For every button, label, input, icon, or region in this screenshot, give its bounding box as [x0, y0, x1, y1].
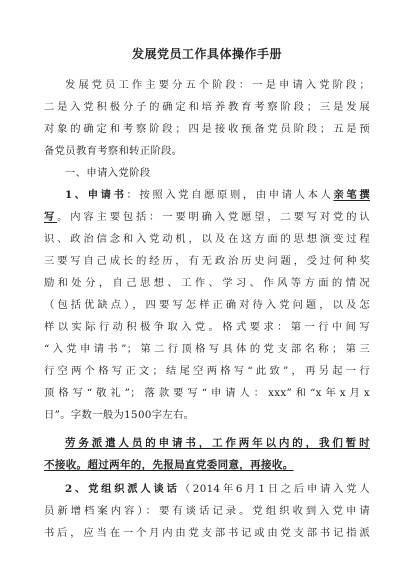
item1-text-cont: 。内容主要包括：一要明确入党愿望，二要写对党的认 [57, 211, 370, 223]
intro-line: 对象的确定和考察阶段；四是接收预备党员阶段；五是预 [44, 123, 370, 135]
item1-emphasis-cont: 写 [44, 211, 58, 223]
intro-line: 备党员教育考察和转正阶段。 [44, 145, 183, 157]
intro-line: 发展党员工作主要分五个阶段：一是申请入党阶段； [65, 79, 370, 91]
item1-line: 识、政治信念和入党动机，以及在这方面的思想演变过程 [44, 233, 370, 245]
document-title: 发展党员工作具体操作手册 [131, 47, 282, 61]
item1-line: 行空两个格写正文；结尾空两格写“此致”，再另起一行 [44, 365, 370, 377]
item1-line: 三要写自己成长的经历，有无政治历史问题，受过何种奖 [44, 255, 370, 267]
item1-line: 励和处分，自己思想、工作、学习、作风等方面的情况 [44, 277, 370, 289]
item1-label: 申请书 [87, 189, 127, 201]
item2-text: （2014年6月1日之后申请入党人 [179, 483, 370, 495]
item2-first-line [44, 478, 370, 500]
notice-line: 劳务派遣人员的申请书，工作两年以内的，我们暂时 [65, 437, 370, 449]
item1-second-line [44, 206, 370, 228]
item2-paragraph [44, 478, 370, 544]
item1-line: 样以实际行动积极争取入党。格式要求：第一行中间写 [44, 321, 370, 333]
item1-line: “入党申请书”；第二行顶格写具体的党支部名称；第三 [44, 343, 370, 355]
item2-line: 书后，应当在一个月内由党支部书记或由党支部书记指派 [44, 527, 370, 539]
item2-label: 党组织派人谈话 [88, 483, 180, 495]
item2-number: 2、 [65, 483, 89, 495]
item1-emphasis: 亲笔撰 [333, 189, 370, 201]
item1-first-line [44, 184, 370, 206]
notice-paragraph [44, 432, 370, 476]
item1-paragraph [44, 184, 370, 426]
item1-number: 1、 [65, 189, 88, 201]
item1-line: 顶格写“敬礼”；落款要写“申请人：xxx”和“x年x月x [44, 387, 370, 399]
notice-line: 不接收。超过两年的，先报局直党委同意，再接收。 [44, 459, 294, 471]
intro-line: 二是入党积极分子的确定和培养教育考察阶段；三是发展 [44, 101, 370, 113]
item1-line: （包括优缺点），四要写怎样正确对待入党问题，以及怎 [44, 299, 370, 311]
intro-paragraph [44, 74, 370, 162]
item1-text: ：按照入党自愿原则，由申请人本人 [126, 189, 334, 201]
item2-line: 员新增档案内容）：要有谈话记录。党组织收到入党申请 [44, 505, 370, 517]
item1-line: 日”。字数一般为1500字左右。 [44, 409, 195, 421]
section-heading-apply: 一、申请入党阶段 [65, 167, 151, 179]
